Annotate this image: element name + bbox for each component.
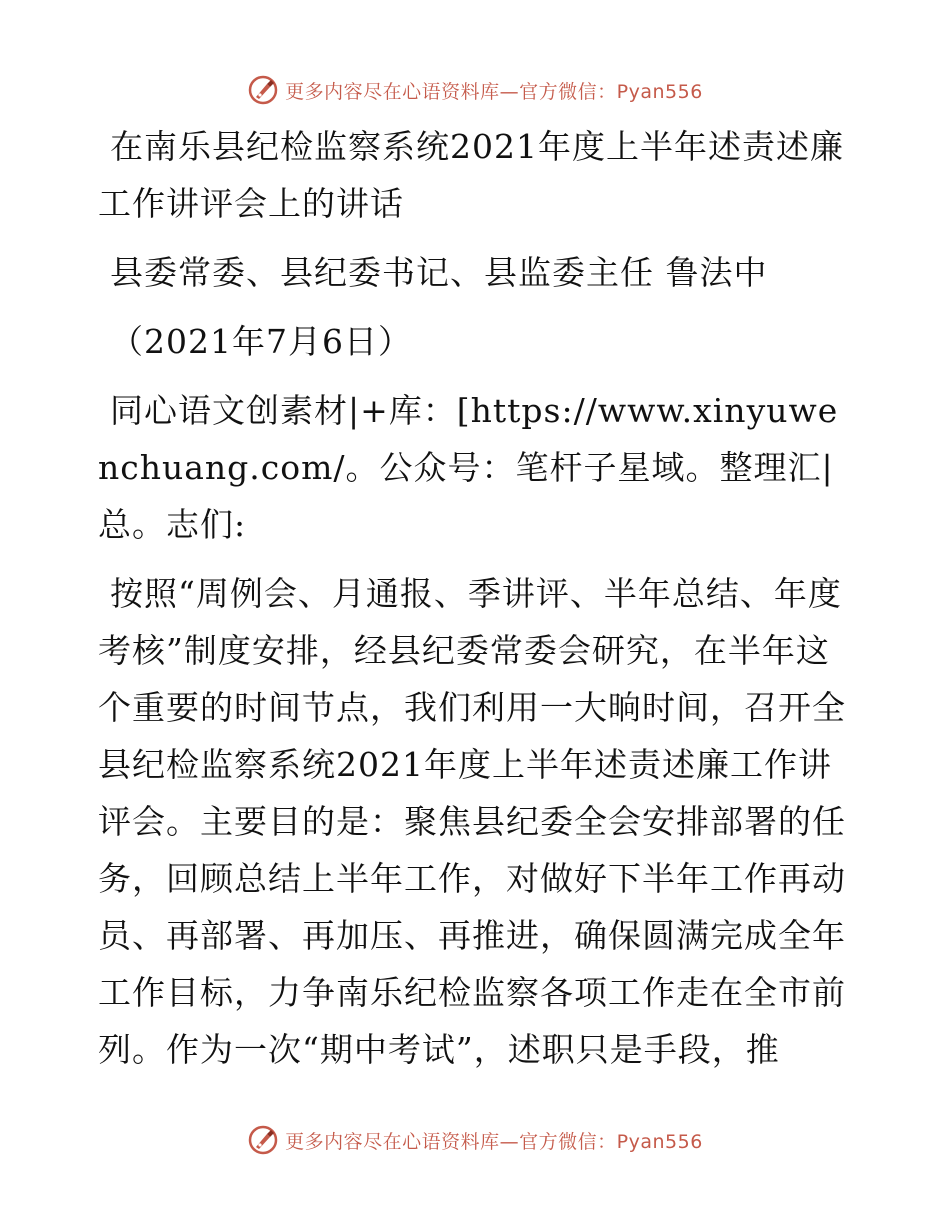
document-body — [98, 118, 858, 1078]
pen-nib-logo-icon — [247, 1124, 279, 1156]
footer-watermark-text: 更多内容尽在心语资料库—官方微信：Pyan556 — [285, 1130, 703, 1153]
document-title: 在南乐县纪检监察系统2021年度上半年述责述廉工作讲评会上的讲话 — [98, 127, 844, 223]
document-date: （2021年7月6日） — [110, 322, 412, 361]
pen-nib-logo-icon — [247, 74, 279, 106]
footer-watermark-banner — [0, 1120, 950, 1160]
header-watermark-banner — [0, 70, 950, 110]
document-paragraph: 按照“周例会、月通报、季讲评、半年总结、年度考核”制度安排，经县纪委常委会研究，在半年这个重要的时间节点，我们利用一大晌时间，召开全县纪检监察系统2021年度上半年述责述廉工作讲评会。主要目的是：聚焦县纪委全会安排部署的任务，回顾总结上半年工作，对做好下半年工作再动员、再部署、再加压、再推进，确保圆满完成全年工作目标，力争南乐纪检监察各项工作走在全市前列。作为一次“期中考试”，述职只是手段，推 — [98, 574, 846, 1069]
document-source-note: 同心语文创素材|+库：[https://www.xinyuwenchuang.com/。公众号：笔杆子星域。整理汇|总。志们: — [98, 391, 839, 544]
document-author: 县委常委、县纪委书记、县监委主任 鲁法中 — [110, 253, 768, 292]
header-watermark-text: 更多内容尽在心语资料库—官方微信：Pyan556 — [285, 80, 703, 103]
